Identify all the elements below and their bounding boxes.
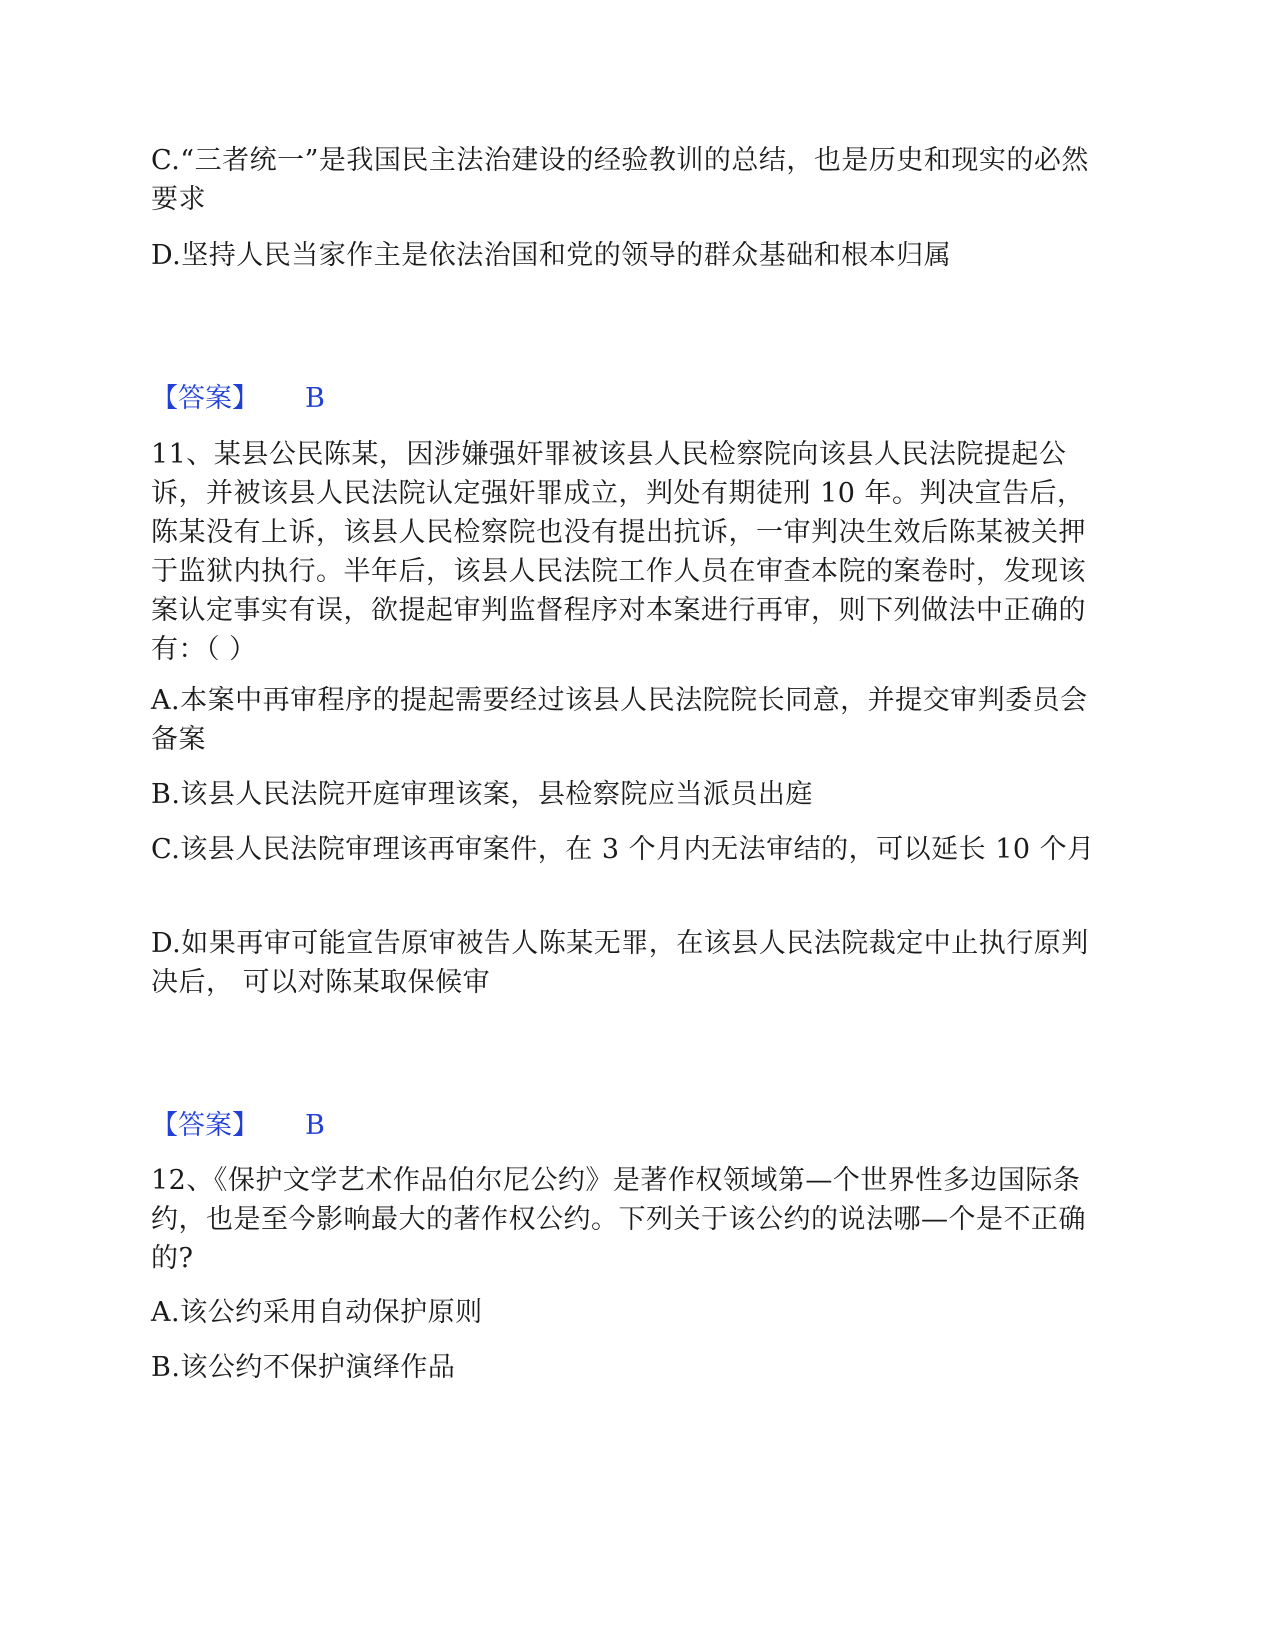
q11-answer [151, 1106, 325, 1145]
q11-stem: 11、某县公民陈某，因涉嫌强奸罪被该县人民检察院向该县人民法院提起公诉，并被该县人民法院认定强奸罪成立，判处有期徒刑 10 年。判决宣告后，陈某没有上诉，该县人民检察院也没有提出抗诉，一审判决生效后陈某被关押于监狱内执行。半年后，该县人民法院工作人员在审查本院的案卷时，发现该案认定事实有误，欲提起审判监督程序对本案进行再审，则下列做法中正确的有：（ ） [151, 439, 1086, 665]
answer-label: 【答案】 [151, 1110, 259, 1141]
answer-value: B [305, 383, 325, 414]
q10-option-d: D.坚持人民当家作主是依法治国和党的领导的群众基础和根本归属 [151, 240, 952, 271]
q10-answer [151, 379, 325, 418]
q11-option-d: D.如果再审可能宣告原审被告人陈某无罪，在该县人民法院裁定中止执行原判决后， 可以对陈某取保候审 [151, 928, 1089, 998]
q11-option-c: C.该县人民法院审理该再审案件，在 3 个月内无法审结的，可以延长 10 个月 [151, 834, 1095, 865]
q11-option-a: A.本案中再审程序的提起需要经过该县人民法院院长同意，并提交审判委员会备案 [151, 685, 1088, 755]
q12-option-a: A.该公约采用自动保护原则 [151, 1297, 483, 1328]
answer-value: B [305, 1110, 325, 1141]
q10-option-c: C.“三者统一”是我国民主法治建设的经验教训的总结，也是历史和现实的必然要求 [151, 145, 1089, 215]
q12-stem: 12、《保护文学艺术作品伯尔尼公约》是著作权领域第—个世界性多边国际条约，也是至今影响最大的著作权公约。下列关于该公约的说法哪—个是不正确的? [151, 1165, 1086, 1274]
q12-option-b: B.该公约不保护演绎作品 [151, 1352, 456, 1383]
q11-option-b: B.该县人民法院开庭审理该案，县检察院应当派员出庭 [151, 779, 813, 810]
answer-label: 【答案】 [151, 383, 259, 414]
